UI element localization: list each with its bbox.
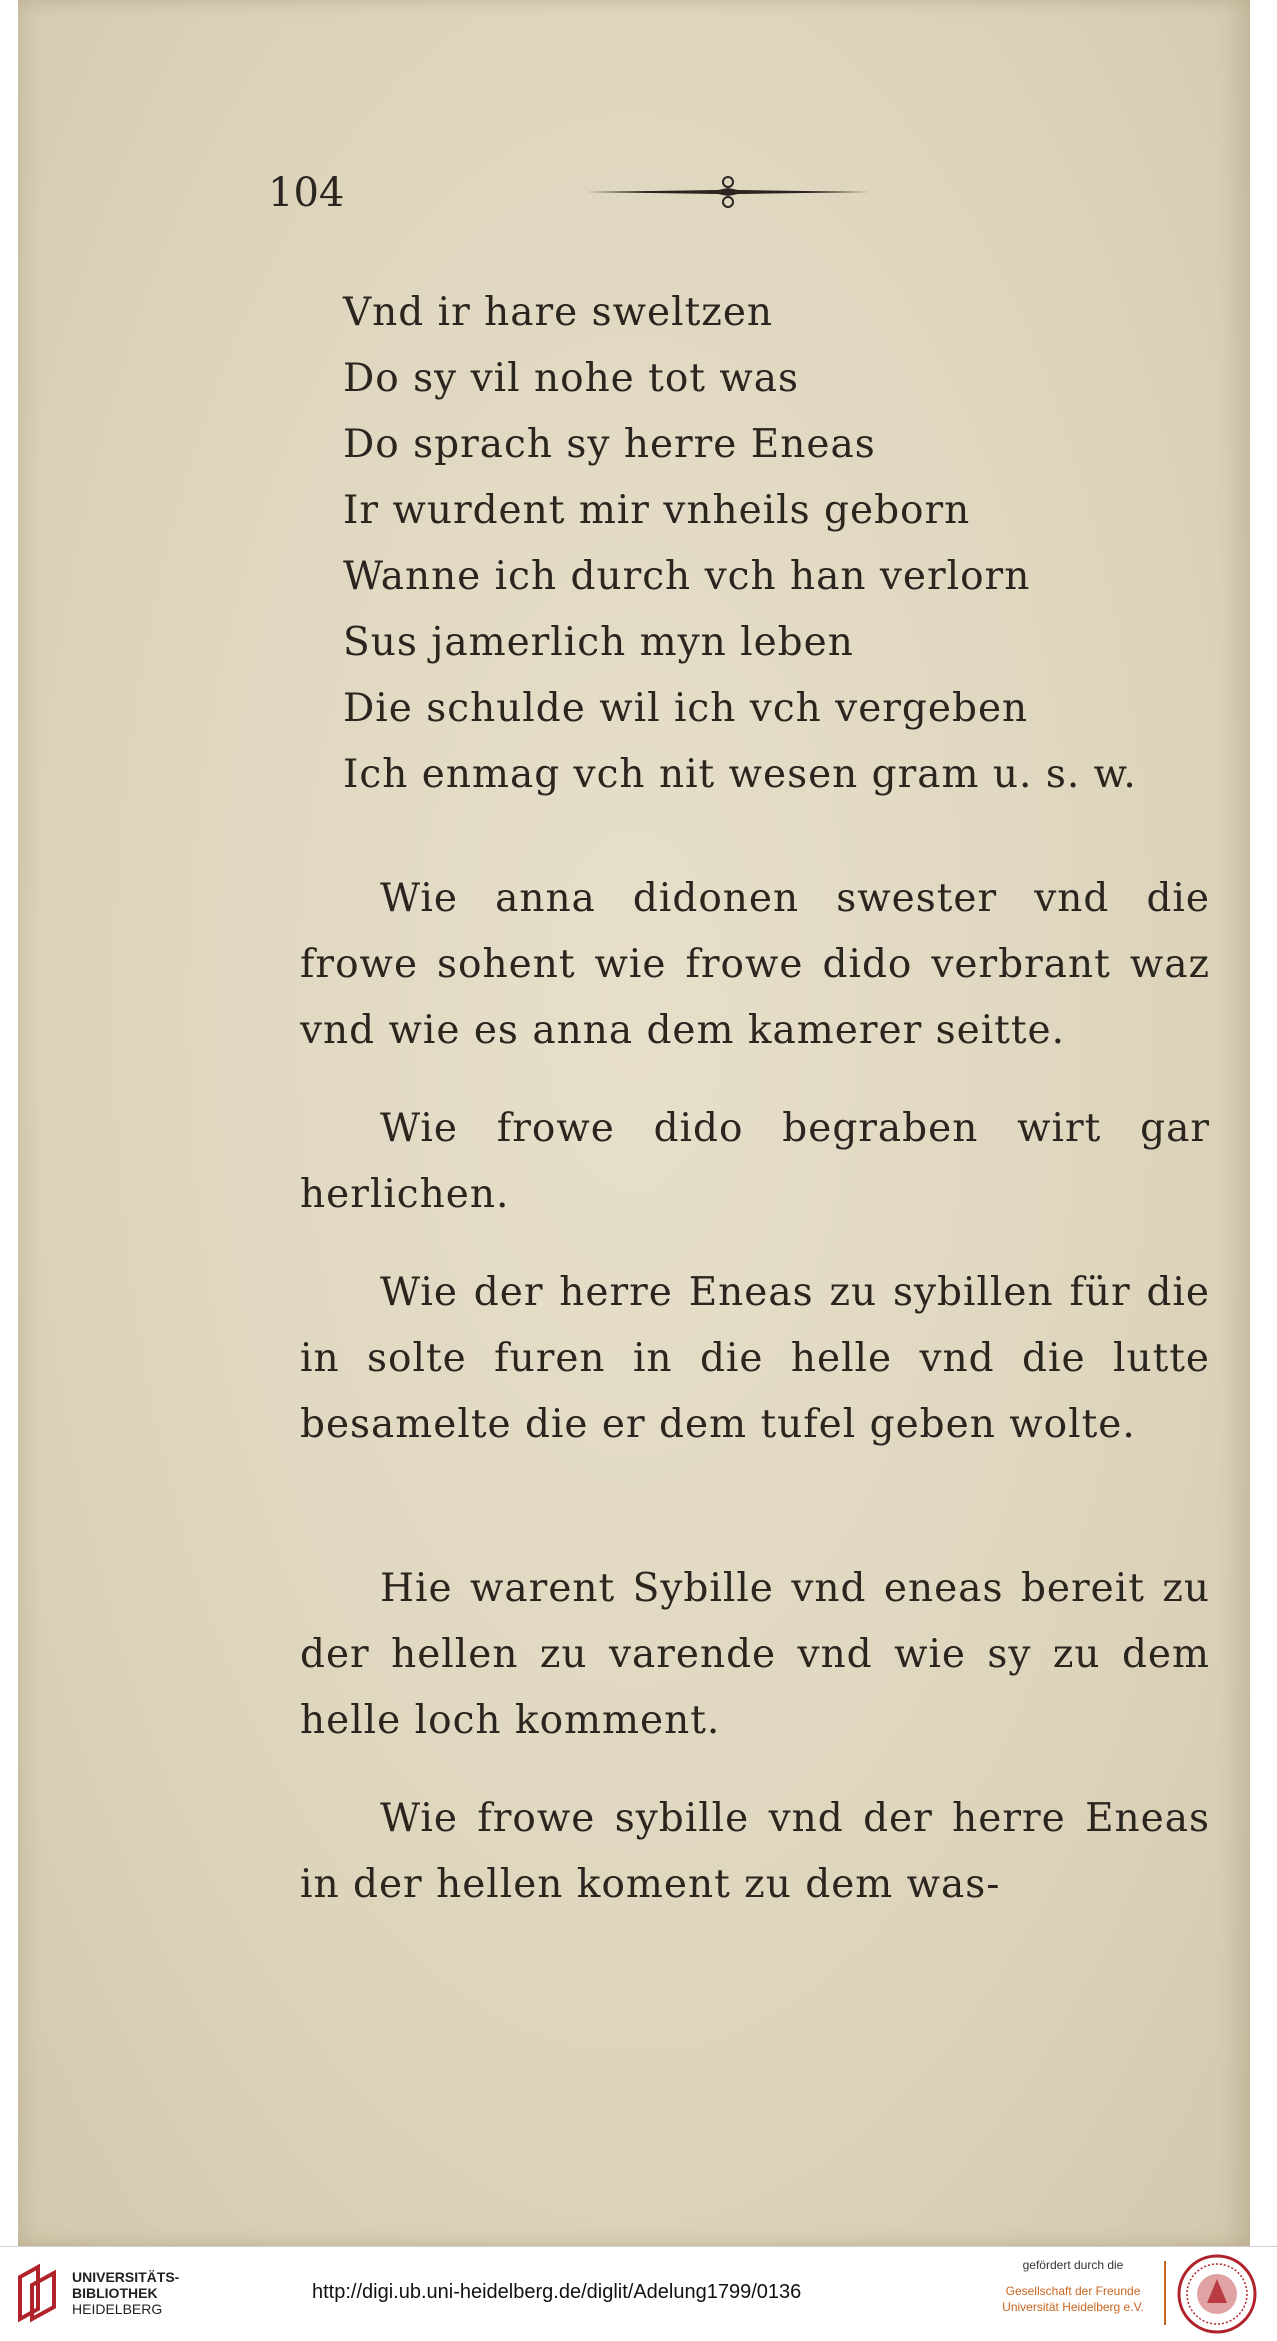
library-name-line: UNIVERSITÄTS-	[72, 2269, 180, 2285]
university-seal-icon	[1176, 2253, 1258, 2335]
verse-line: Sus jamerlich myn leben	[343, 620, 854, 665]
library-name-line: BIBLIOTHEK	[72, 2285, 158, 2301]
paragraph: Wie anna didonen swester vnd die frowe sohent wie frowe dido verbrant waz vnd wie es anna dem kamerer seitte.	[300, 876, 1210, 1053]
paragraph: Wie frowe dido begraben wirt gar herlichen.	[300, 1106, 1210, 1217]
library-name	[72, 2269, 179, 2317]
ornament-divider-icon	[578, 172, 878, 212]
verse-line: Ir wurdent mir vnheils geborn	[343, 488, 971, 533]
book-page	[18, 0, 1250, 2246]
library-logo-icon	[14, 2261, 60, 2325]
footer-bar	[0, 2246, 1277, 2341]
verse-block	[343, 280, 1137, 808]
paragraph: Wie der herre Eneas zu sybillen für die in solte furen in die helle vnd die lutte besamelte die er dem tufel geben wolte.	[300, 1270, 1210, 1447]
sponsor-name: Gesellschaft der Freunde	[1005, 2284, 1141, 2298]
footer-divider	[1164, 2261, 1166, 2325]
sponsor-intro: gefördert durch die	[1022, 2258, 1124, 2272]
paragraph: Hie warent Sybille vnd eneas bereit zu der hellen zu varende vnd wie sy zu dem helle loch komment.	[300, 1566, 1210, 1743]
verse-line: Do sprach sy herre Eneas	[343, 422, 876, 467]
sponsor-block	[988, 2257, 1158, 2315]
library-name-line: HEIDELBERG	[72, 2301, 163, 2317]
permalink-url[interactable]: http://digi.ub.uni-heidelberg.de/diglit/Adelung1799/0136	[312, 2281, 802, 2303]
verse-line: Die schulde wil ich vch vergeben	[343, 686, 1029, 731]
sponsor-name: Universität Heidelberg e.V.	[1002, 2300, 1144, 2314]
paragraph: Wie frowe sybille vnd der herre Eneas in der hellen koment zu dem was-	[300, 1796, 1210, 1907]
verse-line: Do sy vil nohe tot was	[343, 356, 800, 401]
verse-line: Wanne ich durch vch han verlorn	[343, 554, 1031, 599]
verse-line: Ich enmag vch nit wesen gram u. s. w.	[343, 752, 1137, 797]
page-number: 104	[268, 170, 345, 216]
verse-line: Vnd ir hare sweltzen	[343, 290, 774, 335]
